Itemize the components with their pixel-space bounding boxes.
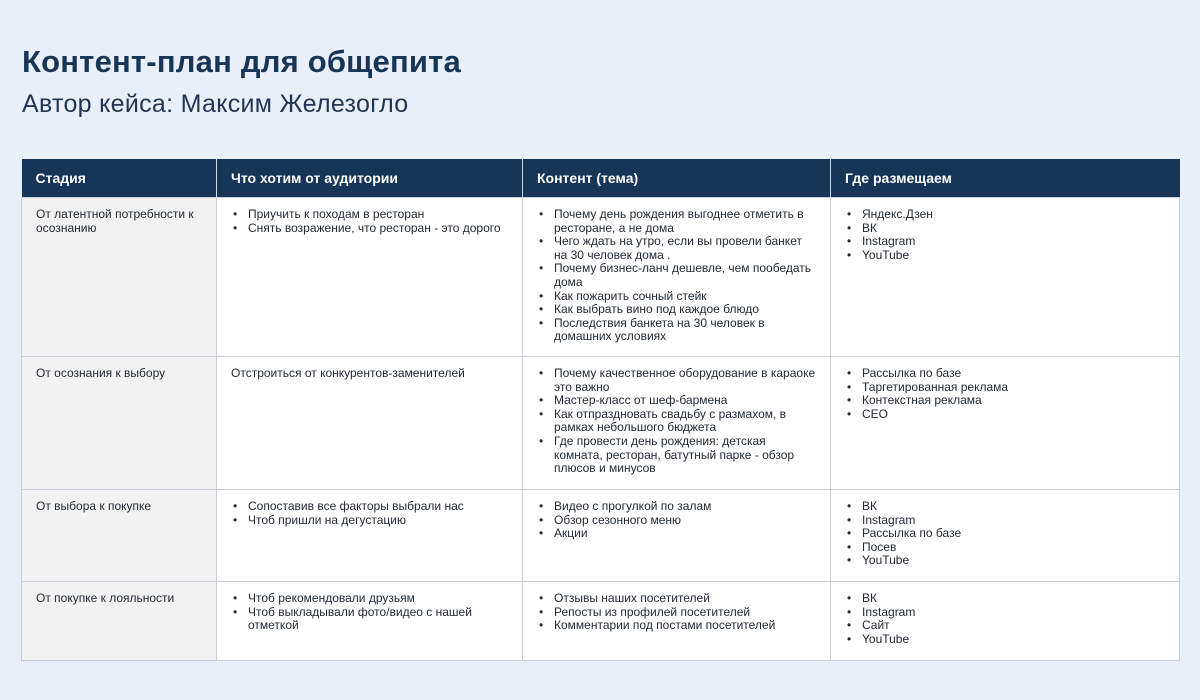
table-row	[22, 357, 1180, 490]
goals-list	[231, 592, 508, 633]
list-item: • СЕО	[862, 408, 1165, 422]
table-row	[22, 198, 1180, 357]
channels-list	[845, 367, 1165, 421]
list-item: • Почему день рождения выгоднее отметить в ресторане, а не дома	[554, 208, 816, 235]
channels-list	[845, 208, 1165, 262]
list-item: • Видео с прогулкой по залам	[554, 500, 816, 514]
stage-cell: От покупке к лояльности	[22, 582, 217, 661]
list-item: • Контекстная реклама	[862, 394, 1165, 408]
list-item: • Последствия банкета на 30 человек в домашних условиях	[554, 317, 816, 344]
channels-cell	[831, 490, 1180, 582]
list-item: • Чего ждать на утро, если вы провели банкет на 30 человек дома .	[554, 235, 816, 262]
goals-cell	[217, 582, 523, 661]
content-plan-table	[21, 159, 1180, 661]
list-item: • ВК	[862, 592, 1165, 606]
column-header-content: Контент (тема)	[523, 159, 831, 198]
list-item: • YouTube	[862, 249, 1165, 263]
list-item: • Посев	[862, 541, 1165, 555]
list-item: • Чтоб пришли на дегустацию	[248, 514, 508, 528]
content-list	[537, 500, 816, 541]
list-item: • ВК	[862, 222, 1165, 236]
goals-list	[231, 208, 508, 235]
list-item: • Снять возражение, что ресторан - это дорого	[248, 222, 508, 236]
stage-cell: От осознания к выбору	[22, 357, 217, 490]
content-list	[537, 592, 816, 633]
list-item: • Таргетированная реклама	[862, 381, 1165, 395]
list-item: • Отзывы наших посетителей	[554, 592, 816, 606]
list-item: • Как пожарить сочный стейк	[554, 290, 816, 304]
table-header-row	[22, 159, 1180, 198]
column-header-channels: Где размещаем	[831, 159, 1180, 198]
table-row	[22, 582, 1180, 661]
list-item: • Почему бизнес-ланч дешевле, чем пообедать дома	[554, 262, 816, 289]
column-header-goals: Что хотим от аудитории	[217, 159, 523, 198]
list-item: • Чтоб выкладывали фото/видео с нашей отметкой	[248, 606, 508, 633]
stage-cell: От выбора к покупке	[22, 490, 217, 582]
content-cell	[523, 490, 831, 582]
list-item: • Акции	[554, 527, 816, 541]
list-item: • YouTube	[862, 554, 1165, 568]
channels-cell	[831, 582, 1180, 661]
list-item: • ВК	[862, 500, 1165, 514]
list-item: • Рассылка по базе	[862, 527, 1165, 541]
list-item: • Instagram	[862, 235, 1165, 249]
page-subtitle: Автор кейса: Максим Железогло	[22, 90, 409, 118]
list-item: • Как отпраздновать свадьбу с размахом, в рамках небольшого бюджета	[554, 408, 816, 435]
channels-cell	[831, 198, 1180, 357]
goals-cell	[217, 490, 523, 582]
goals-cell: Отстроиться от конкурентов-заменителей	[217, 357, 523, 490]
goals-list	[231, 500, 508, 527]
list-item: • YouTube	[862, 633, 1165, 647]
channels-list	[845, 500, 1165, 568]
content-cell	[523, 198, 831, 357]
list-item: • Где провести день рождения: детская комната, ресторан, батутный парке - обзор плюсов и минусов	[554, 435, 816, 476]
stage-cell: От латентной потребности к осознанию	[22, 198, 217, 357]
list-item: • Репосты из профилей посетителей	[554, 606, 816, 620]
list-item: • Мастер-класс от шеф-бармена	[554, 394, 816, 408]
channels-cell	[831, 357, 1180, 490]
list-item: • Сопоставив все факторы выбрали нас	[248, 500, 508, 514]
list-item: • Рассылка по базе	[862, 367, 1165, 381]
table-row	[22, 490, 1180, 582]
content-cell	[523, 357, 831, 490]
list-item: • Сайт	[862, 619, 1165, 633]
list-item: • Обзор сезонного меню	[554, 514, 816, 528]
column-header-stage: Стадия	[22, 159, 217, 198]
list-item: • Instagram	[862, 514, 1165, 528]
list-item: • Яндекс.Дзен	[862, 208, 1165, 222]
list-item: • Комментарии под постами посетителей	[554, 619, 816, 633]
channels-list	[845, 592, 1165, 646]
content-cell	[523, 582, 831, 661]
list-item: • Instagram	[862, 606, 1165, 620]
content-list	[537, 208, 816, 344]
page-title: Контент-план для общепита	[22, 44, 461, 79]
list-item: • Чтоб рекомендовали друзьям	[248, 592, 508, 606]
list-item: • Почему качественное оборудование в караоке это важно	[554, 367, 816, 394]
list-item: • Как выбрать вино под каждое блюдо	[554, 303, 816, 317]
content-list	[537, 367, 816, 476]
goals-cell	[217, 198, 523, 357]
list-item: • Приучить к походам в ресторан	[248, 208, 508, 222]
